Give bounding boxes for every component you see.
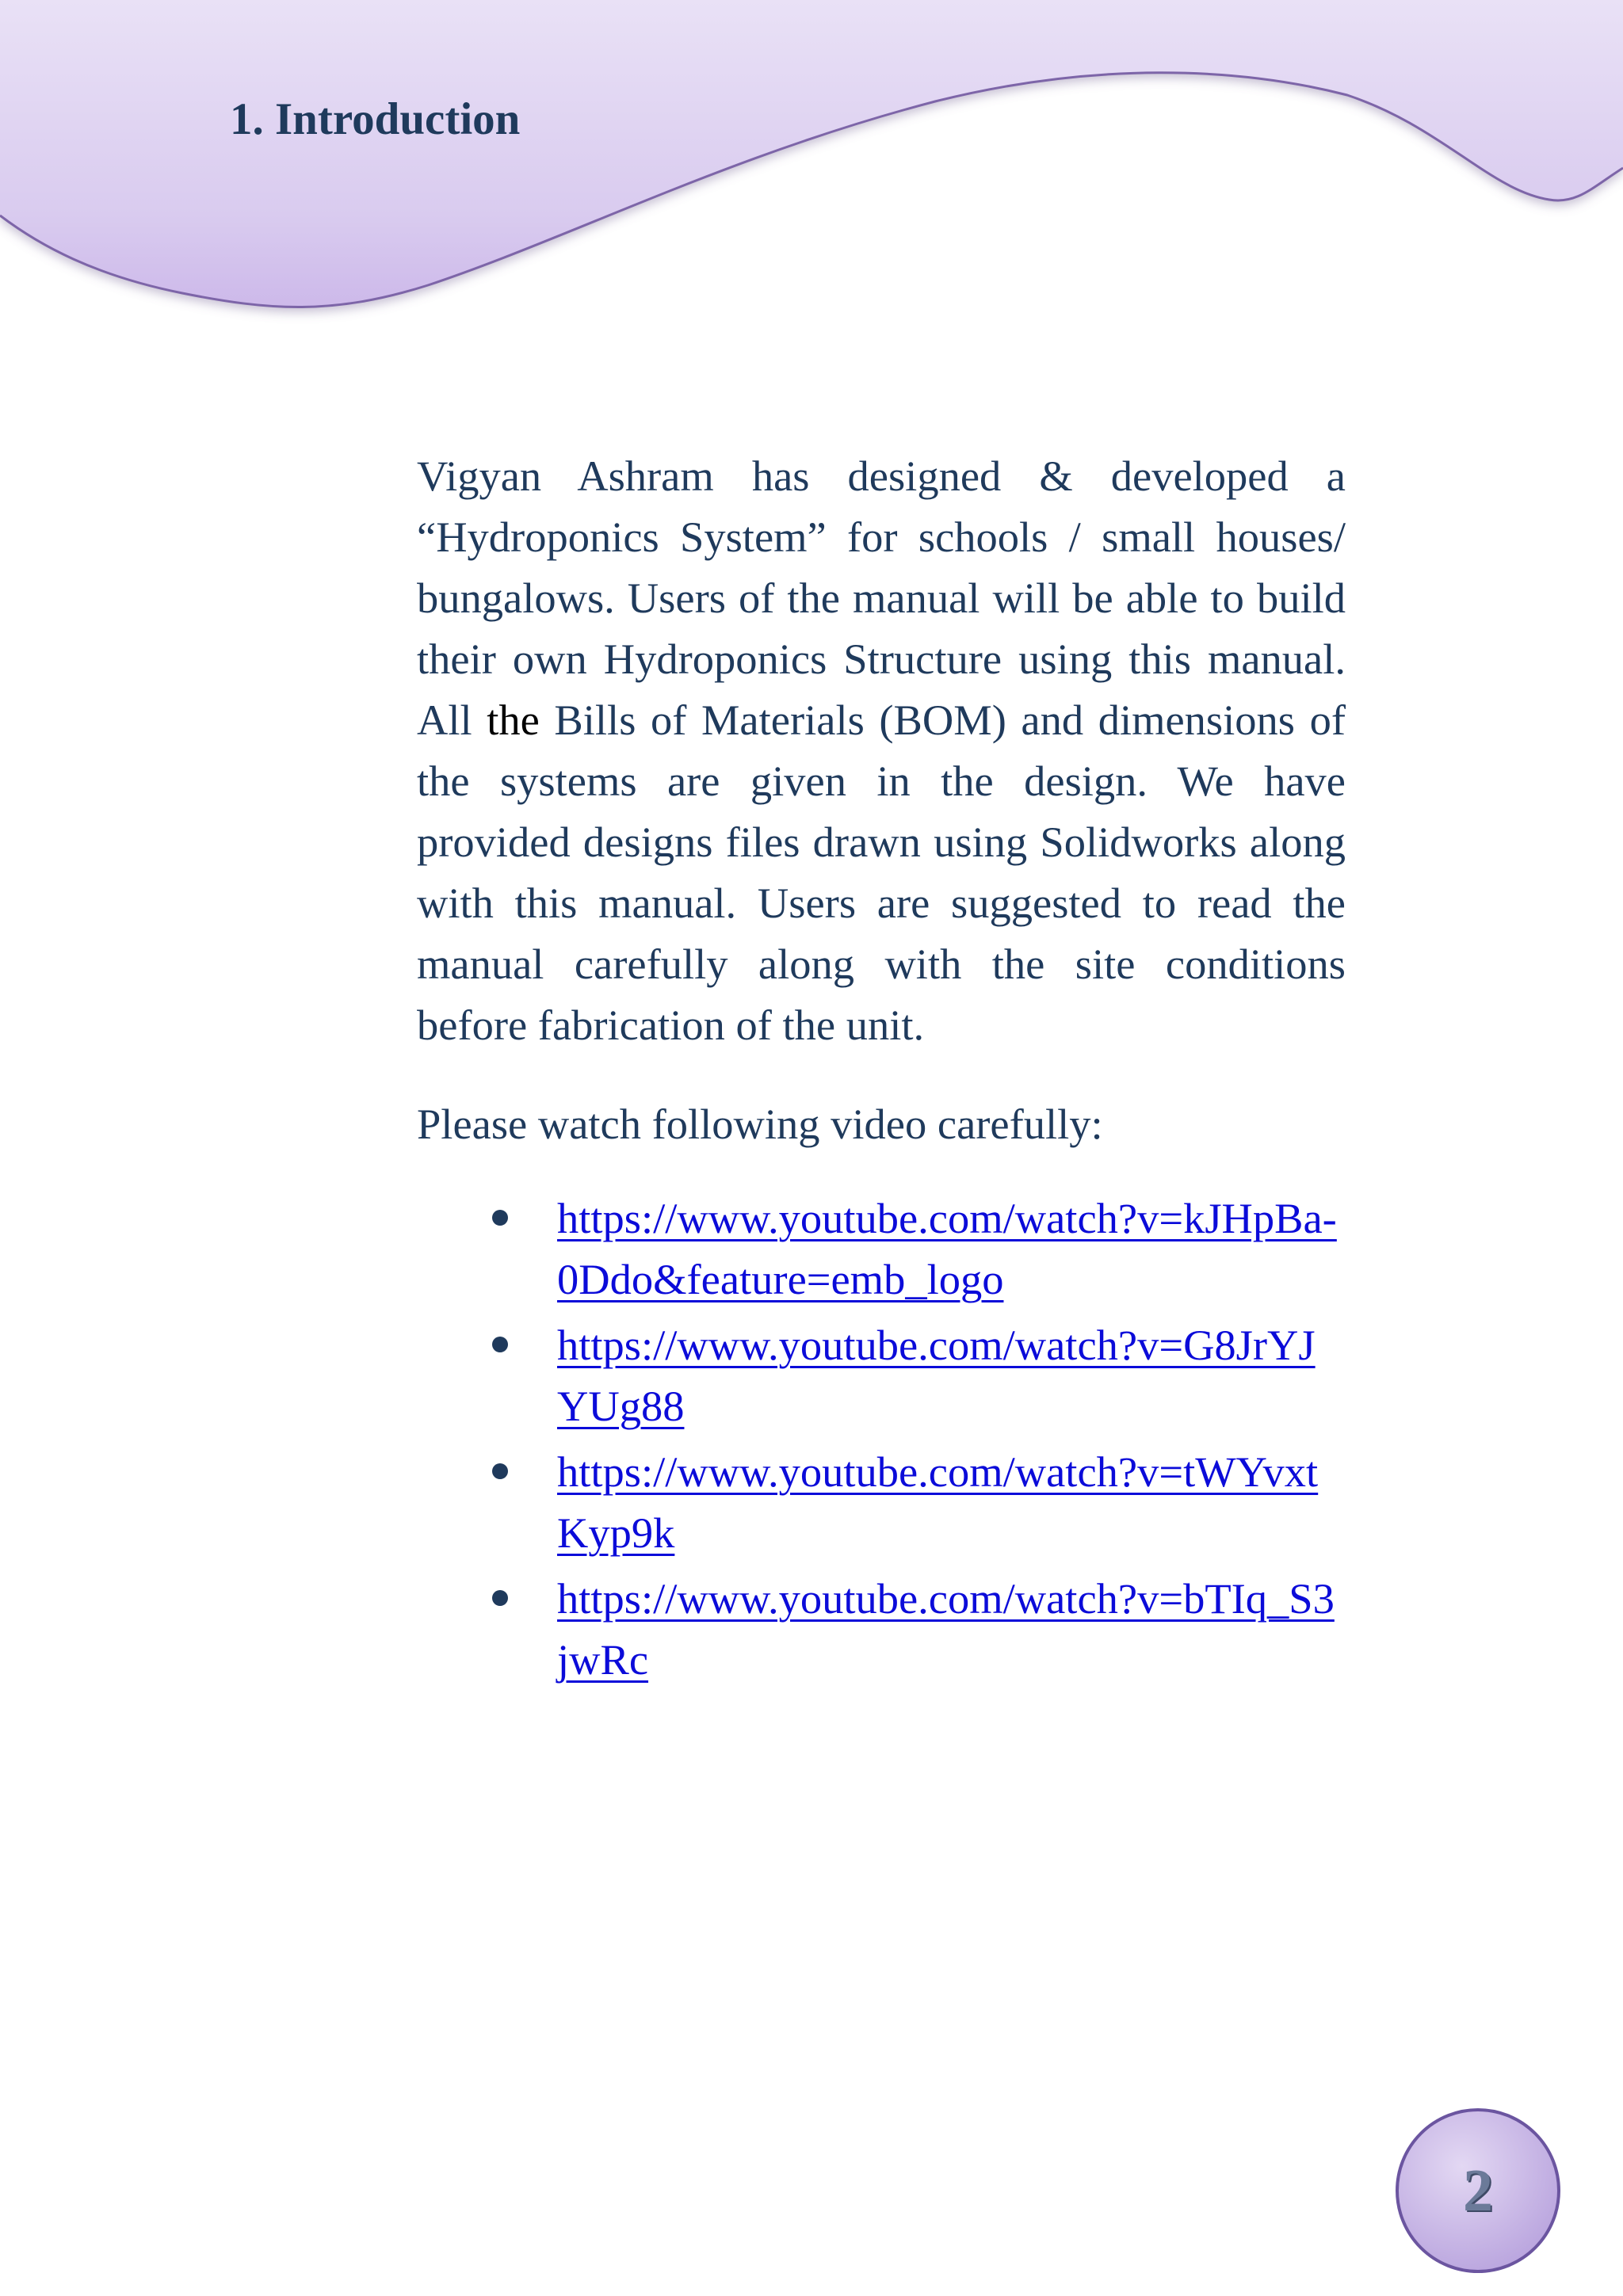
section-heading: 1. Introduction (230, 94, 521, 144)
header-wave-decoration (0, 0, 1623, 333)
intro-plain-word: the (487, 696, 540, 744)
list-item (417, 1314, 1346, 1436)
page-number: 2 (1463, 2157, 1493, 2224)
video-link-3[interactable]: https://www.youtube.com/watch?v=tWYvxtKyp9k (557, 1447, 1319, 1557)
intro-text-end: Bills of Materials (BOM) and dimensions of the systems are given in the design. We have provided designs files drawn using Solidworks along with this manual. Users are suggested to read the manual carefully along with the site conditions before fabrication of the unit. (417, 696, 1346, 1049)
bullet-icon (492, 1463, 508, 1479)
video-link-1[interactable]: https://www.youtube.com/watch?v=kJHpBa-0Ddo&feature=emb_logo (557, 1194, 1337, 1303)
bullet-icon (492, 1337, 508, 1352)
intro-paragraph (417, 445, 1346, 1055)
video-link-list (417, 1188, 1346, 1690)
bullet-icon (492, 1590, 508, 1606)
list-item (417, 1568, 1346, 1690)
video-intro-text: Please watch following video carefully: (417, 1100, 1103, 1148)
bullet-icon (492, 1210, 508, 1226)
video-link-4[interactable]: https://www.youtube.com/watch?v=bTIq_S3jwRc (557, 1574, 1335, 1684)
list-item (417, 1188, 1346, 1310)
video-link-2[interactable]: https://www.youtube.com/watch?v=G8JrYJYUg88 (557, 1321, 1316, 1430)
intro-text-start: Vigyan Ashram has designed & developed a “Hydroponics System” for schools / small houses/ bungalows. Users of the manual will be able to build their own Hydroponics Structure using this manual. All (417, 452, 1346, 744)
main-content (417, 445, 1346, 1695)
list-item (417, 1441, 1346, 1563)
